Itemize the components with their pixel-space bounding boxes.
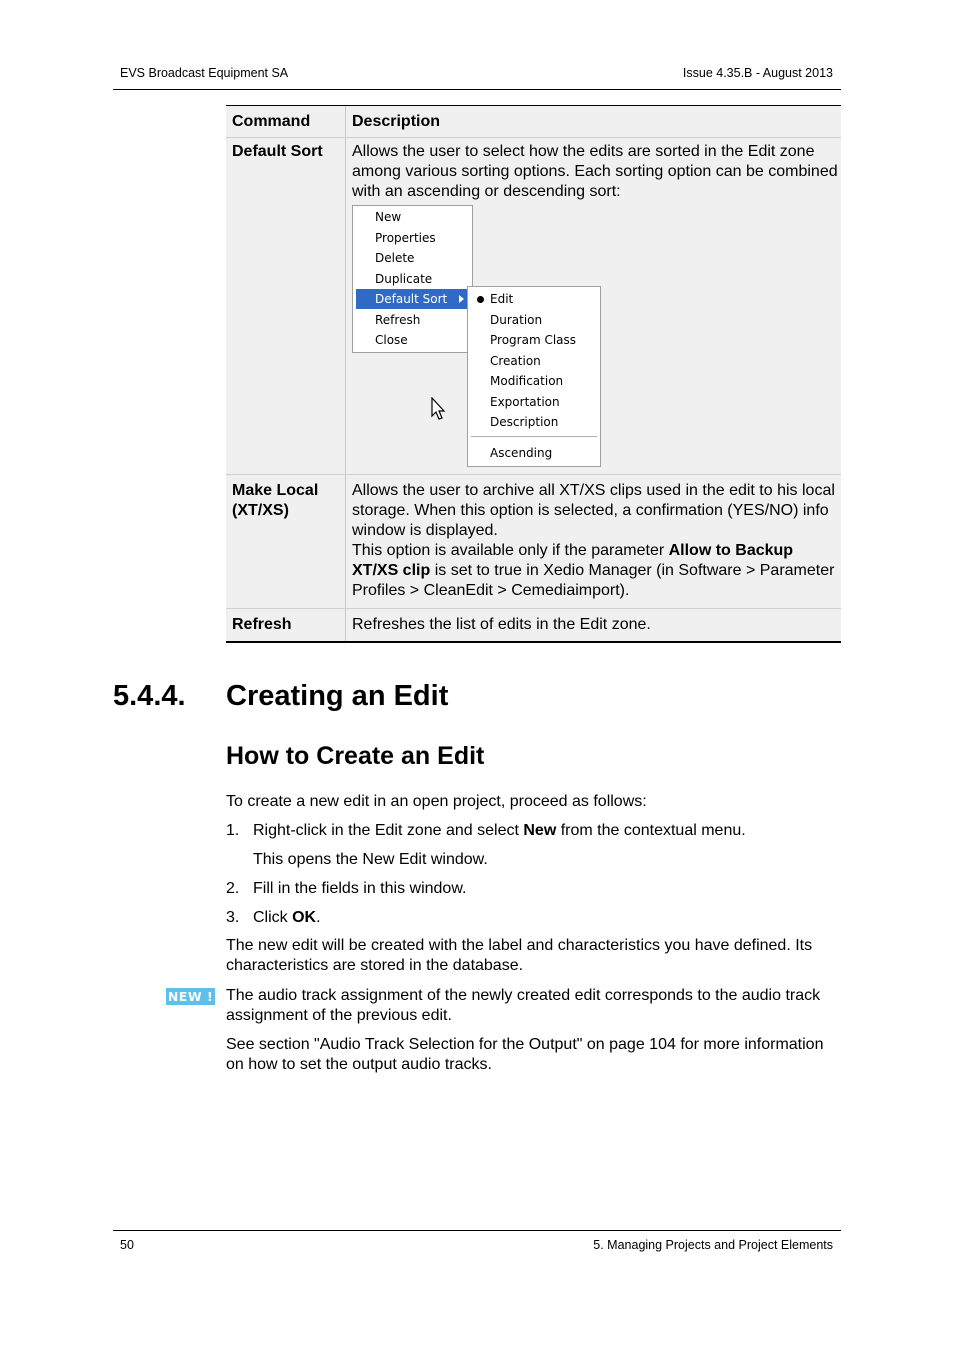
column-header-description: Description [352,113,441,130]
menu-item-default-sort-label: Default Sort [375,292,448,306]
menu-item-close[interactable]: Close [375,333,408,347]
description-refresh: Refreshes the list of edits in the Edit zone. [352,616,651,633]
table-header-row [226,106,841,138]
submenu-item-creation[interactable]: Creation [490,354,541,368]
submenu-item-description[interactable]: Description [490,415,559,429]
menu-item-properties[interactable]: Properties [375,231,436,245]
step-1: Right-click in the Edit zone and select New from the contextual menu. [253,822,746,839]
footer-chapter: 5. Managing Projects and Project Elements [593,1238,833,1252]
header-rule [113,89,841,90]
menu-item-new[interactable]: New [375,210,402,224]
submenu-item-duration[interactable]: Duration [490,313,543,327]
command-refresh: Refresh [232,616,292,633]
submenu-item-edit[interactable]: Edit [490,292,514,306]
table-row-make-local [226,475,841,609]
mouse-cursor-icon [431,397,447,423]
submenu-item-modification[interactable]: Modification [490,374,564,388]
submenu-separator [471,436,597,437]
see-also-paragraph: See section "Audio Track Selection for the Output" on page 104 for more information on how to set the output audio tracks. [226,1036,824,1073]
section-title: Creating an Edit [226,680,449,712]
description-default-sort: Allows the user to select how the edits are sorted in the Edit zone among various sorting options. Each sorting option can be combined with an ascending or descending sort: [352,143,838,200]
intro-paragraph: To create a new edit in an open project, proceed as follows: [226,793,647,810]
context-menu [352,205,473,353]
new-badge: NEW ! [167,989,214,1004]
sort-submenu [467,286,601,467]
result-paragraph: The new edit will be created with the label and characteristics you have defined. Its characteristics are stored in the database. [226,937,813,974]
menu-item-refresh[interactable]: Refresh [375,313,421,327]
command-default-sort: Default Sort [232,143,323,160]
submenu-arrow-icon [459,295,464,303]
submenu-item-program-class[interactable]: Program Class [490,333,577,347]
subsection-title: How to Create an Edit [226,742,485,770]
step-1-result: This opens the New Edit window. [253,851,488,868]
footer-rule [113,1230,841,1231]
menu-item-delete[interactable]: Delete [375,251,415,265]
table-row-refresh [226,609,841,641]
step-2: Fill in the fields in this window. [253,880,467,897]
submenu-item-ascending[interactable]: Ascending [490,446,553,460]
section-number: 5.4.4. [113,680,186,712]
header-company: EVS Broadcast Equipment SA [120,66,289,80]
page-number: 50 [120,1238,134,1252]
step-number-1: 1. [226,822,240,839]
header-issue: Issue 4.35.B - August 2013 [682,66,833,80]
menu-item-duplicate[interactable]: Duplicate [375,272,433,286]
new-note-paragraph: The audio track assignment of the newly created edit corresponds to the audio track assignment of the previous edit. [226,987,821,1024]
submenu-item-exportation[interactable]: Exportation [490,395,560,409]
step-number-3: 3. [226,909,240,926]
step-3: Click OK. [253,909,321,926]
step-number-2: 2. [226,880,240,897]
menu-item-default-sort[interactable] [356,289,468,309]
command-make-local: Make Local (XT/XS) [232,482,319,519]
checked-bullet-icon [477,296,484,303]
table-row-default-sort [226,138,841,475]
description-make-local: Allows the user to archive all XT/XS clips used in the edit to his local storage. When this option is selected, a confirmation (YES/NO) info window is displayed. This option is available only if the parameter Allow to Backup XT/XS clip is set to true in Xedio Manager (in Software > Parameter Profiles > CleanEdit > Cemediaimport). [352,482,835,599]
column-header-command: Command [232,113,311,130]
